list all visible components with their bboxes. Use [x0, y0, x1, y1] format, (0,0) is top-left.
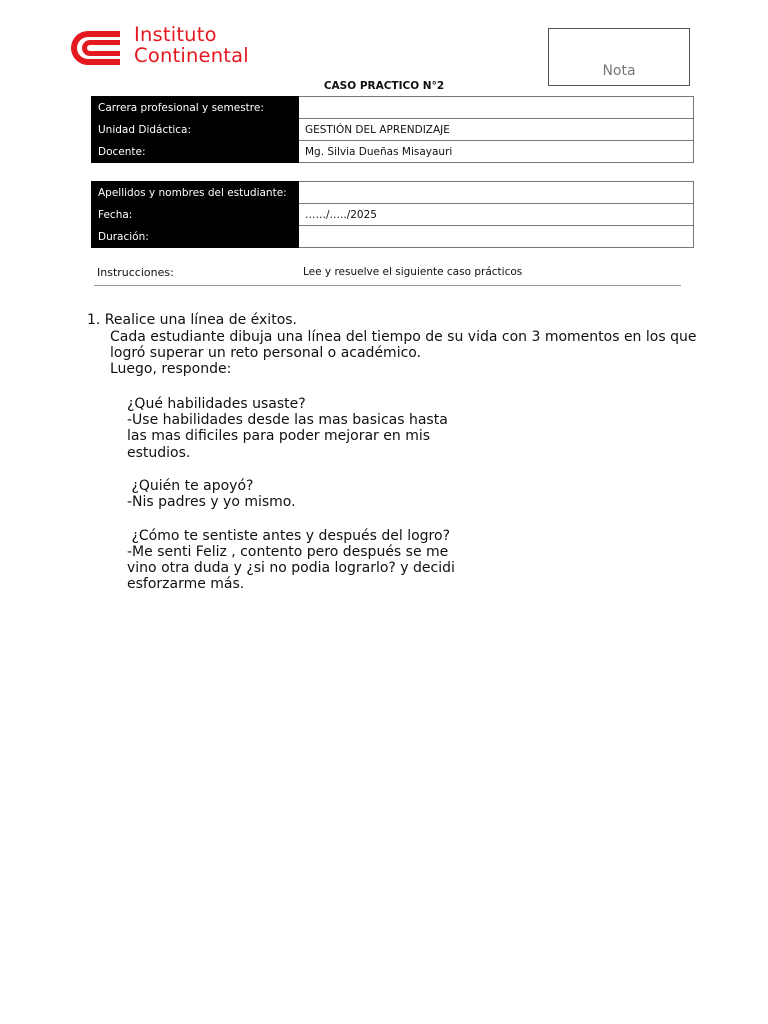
logo-mark-icon — [68, 28, 124, 68]
student-info-table — [91, 181, 694, 248]
course-info-table — [91, 96, 694, 163]
answer-line: vino otra duda y ¿si no podia lograrlo? y decidi — [127, 560, 455, 576]
sub-question: ¿Quién te apoyó? — [127, 478, 254, 494]
table-row — [92, 226, 694, 248]
field-value: ……/…../2025 — [299, 204, 694, 226]
table-row — [92, 182, 694, 204]
institute-logo — [68, 23, 268, 70]
table-row — [92, 97, 694, 119]
field-value: GESTIÓN DEL APRENDIZAJE — [299, 119, 694, 141]
answer-line: esforzarme más. — [127, 576, 245, 592]
grade-box — [548, 28, 690, 86]
field-value: Mg. Silvia Dueñas Misayauri — [299, 141, 694, 163]
instructions-text: Lee y resuelve el siguiente caso prácticos — [303, 266, 523, 278]
answer-line: estudios. — [127, 445, 191, 461]
field-value — [299, 182, 694, 204]
field-value — [299, 97, 694, 119]
answer-line: las mas dificiles para poder mejorar en mis — [127, 428, 431, 444]
field-label: Docente: — [92, 141, 299, 163]
answer-line: -Use habilidades desde las mas basicas hasta — [127, 412, 448, 428]
logo-line1: Instituto — [134, 23, 217, 46]
divider — [94, 285, 681, 286]
field-label: Fecha: — [92, 204, 299, 226]
logo-line2: Continental — [134, 44, 249, 67]
page-title: CASO PRACTICO N°2 — [323, 80, 445, 92]
answer-line: -Me senti Feliz , contento pero después se me — [127, 544, 449, 560]
field-label: Apellidos y nombres del estudiante: — [92, 182, 299, 204]
field-label: Duración: — [92, 226, 299, 248]
table-row — [92, 141, 694, 163]
table-row — [92, 119, 694, 141]
question-heading: 1. Realice una línea de éxitos. — [87, 312, 297, 328]
question-line: Cada estudiante dibuja una línea del tiempo de su vida con 3 momentos en los que — [110, 329, 697, 345]
field-label: Unidad Didáctica: — [92, 119, 299, 141]
table-row — [92, 204, 694, 226]
instructions-label: Instrucciones: — [97, 266, 174, 279]
question-line: logró superar un reto personal o académico. — [110, 345, 422, 361]
field-label: Carrera profesional y semestre: — [92, 97, 299, 119]
question-line: Luego, responde: — [110, 361, 232, 377]
field-value — [299, 226, 694, 248]
sub-question: ¿Cómo te sentiste antes y después del logro? — [127, 528, 451, 544]
answer-line: -Nis padres y yo mismo. — [127, 494, 296, 510]
grade-label: Nota — [602, 63, 636, 79]
sub-question: ¿Qué habilidades usaste? — [127, 396, 306, 412]
logo-text — [134, 24, 249, 66]
